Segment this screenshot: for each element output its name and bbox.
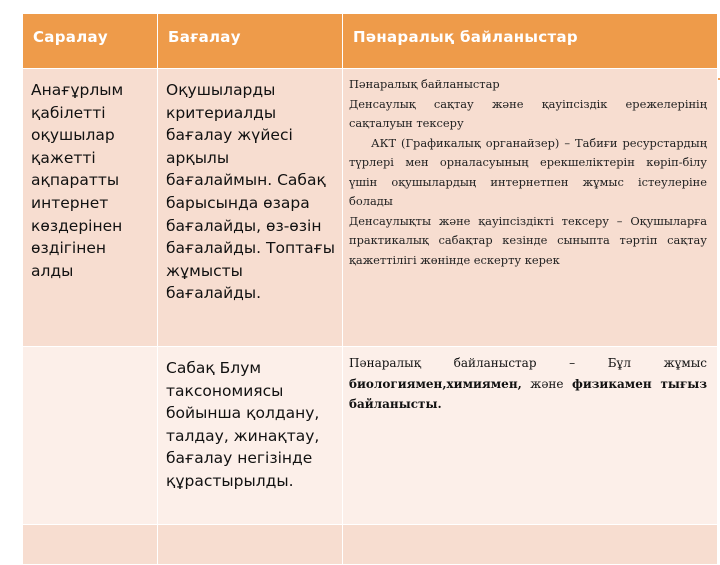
table-row [23, 525, 718, 565]
cell-cross-curricular [343, 69, 718, 347]
differentiation-text: Анағұрлым қабілетті оқушылар қажетті ақпаратты интернет көздерінен өздігінен алды [31, 81, 124, 280]
subject-links-physics: физикамен тығыз байланысты. [349, 376, 707, 411]
cell-blank [23, 525, 158, 565]
health-safety-check-text: Денсаулық сақтау және қауіпсіздік ережелерінің сақталуын тексеру [349, 96, 707, 130]
subject-links-and: және [521, 376, 573, 391]
subject-links-text [343, 347, 717, 415]
header-cross-curricular: Пәнаралық байланыстар [343, 14, 718, 69]
header-assessment: Бағалау [158, 14, 343, 69]
header-differentiation: Саралау [23, 14, 158, 69]
table-row [23, 347, 718, 525]
cell-bloom [158, 347, 343, 525]
cell-blank [158, 525, 343, 565]
assessment-text: Оқушыларды критериалды бағалау жүйесі арқылы бағалаймын. Сабақ барысында өзара бағалайды, өз-өзін бағалайды. Топтағы жұмысты бағалайды. [166, 81, 335, 303]
cell-assessment [158, 69, 343, 347]
cell-subject-links [343, 347, 718, 525]
empty-cell-text [23, 347, 157, 357]
table-row [23, 69, 718, 347]
cross-curricular-heading: Пәнаралық байланыстар [349, 77, 500, 91]
subject-links-bio-chem: биологиямен,химиямен, [349, 376, 522, 391]
header-row [23, 14, 718, 69]
cell-empty [23, 347, 158, 525]
subject-links-lead: Пәнаралық байланыстар – Бұл жұмыс [349, 356, 707, 370]
ict-text: АКТ (Графикалық органайзер) – Табиғи ресурстардың түрлері мен орналасуының ерекшеліктерін көріп-білу үшін оқушылардың интернетпен жұмыс істеулеріне болады [349, 135, 707, 208]
lesson-table [22, 13, 718, 565]
bloom-taxonomy-text: Сабақ Блум таксономиясы бойынша қолдану, талдау, жинақтау, бағалау негізінде құрастырылды. [166, 359, 320, 490]
cross-curricular-text [343, 69, 717, 270]
cell-differentiation [23, 69, 158, 347]
health-safety-warning-text: Денсаулықты және қауіпсіздікті тексеру – Оқушыларға практикалық сабақтар кезінде сыныпта тәртіп сақтау қажеттілігі жөнінде ескерту керек [349, 213, 707, 267]
cell-blank [343, 525, 718, 565]
